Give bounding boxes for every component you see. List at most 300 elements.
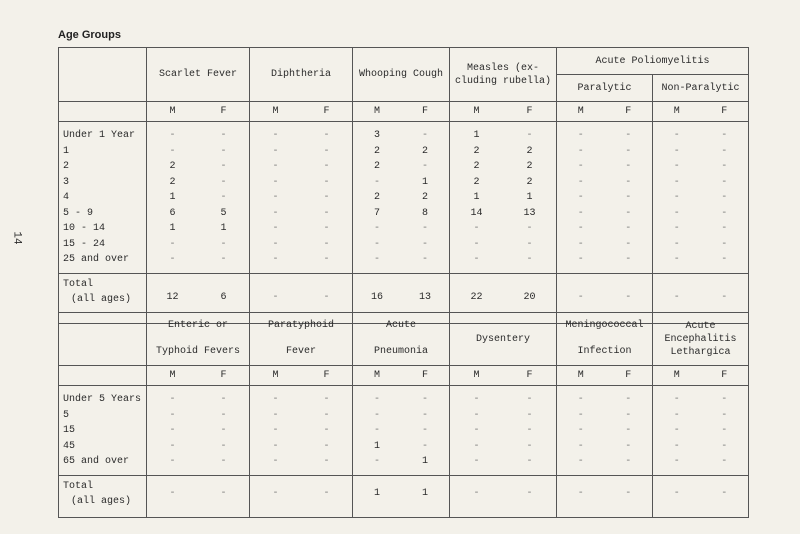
header-meningococcal bbox=[557, 313, 653, 366]
age-group-label: 2 bbox=[63, 161, 70, 172]
sex-pair bbox=[653, 370, 748, 381]
data-row bbox=[250, 392, 352, 408]
value-male: 1 bbox=[473, 130, 480, 141]
value-female: - bbox=[421, 223, 428, 234]
sex-row-label bbox=[59, 366, 147, 386]
value-female: - bbox=[721, 238, 728, 250]
data-row bbox=[147, 408, 249, 424]
value-female: - bbox=[625, 409, 632, 421]
sex-pair bbox=[250, 106, 352, 117]
data-row bbox=[557, 439, 652, 455]
age-group-label: 3 bbox=[63, 176, 70, 188]
data-row bbox=[250, 454, 352, 470]
total-female: - bbox=[526, 487, 533, 499]
sex-header-cell bbox=[653, 366, 749, 386]
male-header: M bbox=[373, 370, 380, 381]
data-row bbox=[250, 439, 352, 455]
header-line: Enteric or bbox=[167, 320, 228, 331]
value-female: - bbox=[220, 145, 227, 157]
value-male: - bbox=[272, 394, 279, 405]
sex-header-cell bbox=[250, 366, 353, 386]
data-row bbox=[353, 144, 449, 160]
female-header: F bbox=[220, 106, 227, 117]
value-female: - bbox=[625, 145, 632, 157]
data-row bbox=[250, 206, 352, 222]
male-header: M bbox=[673, 370, 680, 381]
data-row bbox=[557, 221, 652, 237]
value-female: - bbox=[721, 254, 728, 265]
data-column bbox=[450, 122, 557, 274]
sex-header-cell bbox=[353, 102, 450, 122]
data-row bbox=[557, 237, 652, 253]
male-header: M bbox=[577, 106, 584, 117]
total-label-line: (all ages) bbox=[71, 294, 132, 305]
value-female: 1 bbox=[421, 456, 428, 467]
value-male: 1 bbox=[473, 192, 480, 203]
value-female: - bbox=[526, 425, 533, 436]
data-column bbox=[557, 386, 653, 476]
age-groups-column bbox=[59, 122, 147, 274]
data-row bbox=[653, 439, 748, 455]
total-male: 16 bbox=[370, 291, 383, 303]
data-row bbox=[250, 128, 352, 144]
data-row bbox=[353, 408, 449, 424]
value-male: - bbox=[673, 223, 680, 234]
value-female: - bbox=[625, 192, 632, 203]
value-female: - bbox=[625, 238, 632, 250]
value-female: - bbox=[421, 440, 428, 452]
value-female: - bbox=[721, 207, 728, 219]
value-female: - bbox=[323, 161, 330, 172]
value-female: - bbox=[421, 238, 428, 250]
data-column bbox=[250, 386, 353, 476]
data-row bbox=[353, 252, 449, 268]
total-female: - bbox=[625, 291, 632, 303]
header-paratyphoid bbox=[250, 313, 353, 366]
sex-header-cell bbox=[147, 102, 250, 122]
value-male: - bbox=[169, 145, 176, 157]
data-row bbox=[353, 190, 449, 206]
value-female: - bbox=[721, 192, 728, 203]
value-male: - bbox=[272, 130, 279, 141]
value-male: - bbox=[272, 456, 279, 467]
total-male: - bbox=[272, 291, 279, 303]
value-male: 6 bbox=[169, 207, 176, 219]
value-male: - bbox=[373, 238, 380, 250]
value-male: - bbox=[473, 440, 480, 452]
value-female: - bbox=[625, 207, 632, 219]
total-male: - bbox=[272, 487, 279, 499]
age-group-label: Under 1 Year bbox=[63, 130, 136, 141]
value-male: - bbox=[169, 238, 176, 250]
value-male: - bbox=[272, 425, 279, 436]
value-male: - bbox=[577, 192, 584, 203]
value-male: - bbox=[373, 425, 380, 436]
value-male: 2 bbox=[373, 161, 380, 172]
page-title: Age Groups bbox=[58, 29, 121, 41]
data-row bbox=[353, 237, 449, 253]
male-header: M bbox=[272, 370, 279, 381]
notifications-table-1 bbox=[58, 47, 749, 324]
total-female: 20 bbox=[523, 291, 536, 303]
value-male: 1 bbox=[373, 440, 380, 452]
data-row bbox=[147, 439, 249, 455]
data-row bbox=[450, 439, 556, 455]
data-row bbox=[450, 175, 556, 191]
value-male: - bbox=[169, 394, 176, 405]
value-male: - bbox=[473, 254, 480, 265]
sex-header-cell bbox=[353, 366, 450, 386]
notifications-table-2 bbox=[58, 312, 749, 518]
value-male: - bbox=[272, 223, 279, 234]
data-column bbox=[250, 122, 353, 274]
value-female: - bbox=[721, 176, 728, 188]
value-male: - bbox=[577, 440, 584, 452]
value-male: - bbox=[169, 130, 176, 141]
value-male: - bbox=[577, 130, 584, 141]
value-female: 1 bbox=[526, 192, 533, 203]
sex-pair bbox=[353, 106, 449, 117]
value-female: - bbox=[421, 394, 428, 405]
value-male: - bbox=[577, 161, 584, 172]
value-female: - bbox=[323, 176, 330, 188]
sex-header-cell bbox=[653, 102, 749, 122]
age-group-label: 15 - 24 bbox=[63, 238, 106, 250]
female-header: F bbox=[323, 106, 330, 117]
total-cell bbox=[450, 475, 557, 517]
value-female: 1 bbox=[421, 176, 428, 188]
value-female: - bbox=[526, 440, 533, 452]
value-male: - bbox=[272, 176, 279, 188]
data-row bbox=[653, 221, 748, 237]
male-header: M bbox=[272, 106, 279, 117]
value-female: 2 bbox=[526, 145, 533, 157]
female-header: F bbox=[323, 370, 330, 381]
data-column bbox=[147, 386, 250, 476]
value-female: - bbox=[625, 161, 632, 172]
value-female: - bbox=[625, 176, 632, 188]
value-female: - bbox=[625, 425, 632, 436]
value-male: 1 bbox=[169, 223, 176, 234]
value-female: 2 bbox=[421, 145, 428, 157]
value-male: 14 bbox=[470, 207, 483, 219]
data-row bbox=[557, 252, 652, 268]
value-female: - bbox=[220, 238, 227, 250]
value-male: - bbox=[673, 161, 680, 172]
value-female: - bbox=[323, 192, 330, 203]
female-header: F bbox=[721, 370, 728, 381]
value-male: - bbox=[473, 456, 480, 467]
age-group-label: 5 - 9 bbox=[63, 207, 94, 219]
value-female: - bbox=[323, 130, 330, 141]
value-male: - bbox=[577, 254, 584, 265]
total-male: 22 bbox=[470, 291, 483, 303]
value-male: - bbox=[577, 238, 584, 250]
total-label bbox=[59, 475, 147, 517]
total-cell bbox=[653, 475, 749, 517]
value-female: 8 bbox=[421, 207, 428, 219]
sex-pair bbox=[450, 106, 556, 117]
data-row bbox=[353, 454, 449, 470]
data-row bbox=[450, 423, 556, 439]
total-cell bbox=[353, 475, 450, 517]
header-line: Fever bbox=[285, 346, 316, 357]
value-male: - bbox=[577, 456, 584, 467]
header-line: Dysentery bbox=[475, 333, 530, 345]
value-female: - bbox=[721, 161, 728, 172]
total-female: - bbox=[625, 487, 632, 499]
data-column bbox=[147, 122, 250, 274]
value-female: - bbox=[721, 440, 728, 452]
header-measles: Measles (ex-cluding rubella) bbox=[450, 48, 557, 102]
value-female: - bbox=[323, 394, 330, 405]
total-cell bbox=[557, 475, 653, 517]
total-female: 6 bbox=[220, 291, 227, 303]
data-row bbox=[557, 392, 652, 408]
data-row bbox=[653, 206, 748, 222]
value-female: - bbox=[323, 145, 330, 157]
value-male: - bbox=[673, 254, 680, 265]
header-line: Typhoid Fevers bbox=[155, 346, 240, 357]
value-female: - bbox=[625, 394, 632, 405]
value-female: - bbox=[323, 223, 330, 234]
data-row bbox=[353, 439, 449, 455]
value-male: 2 bbox=[169, 176, 176, 188]
value-male: 2 bbox=[473, 161, 480, 172]
value-female: - bbox=[323, 207, 330, 219]
total-male: - bbox=[673, 291, 680, 303]
value-female: - bbox=[526, 254, 533, 265]
value-female: - bbox=[220, 192, 227, 203]
header-dysentery bbox=[450, 313, 557, 366]
value-male: - bbox=[473, 223, 480, 234]
female-header: F bbox=[526, 106, 533, 117]
value-female: - bbox=[526, 409, 533, 421]
value-female: - bbox=[625, 130, 632, 141]
value-female: - bbox=[220, 409, 227, 421]
header-line: Encephalitis bbox=[664, 333, 737, 345]
value-male: 2 bbox=[373, 192, 380, 203]
header-line: Meningococcal bbox=[565, 320, 644, 331]
total-label-line: (all ages) bbox=[71, 496, 132, 507]
total-pair bbox=[450, 488, 556, 499]
total-female: 13 bbox=[418, 291, 431, 303]
value-female: - bbox=[625, 440, 632, 452]
data-row bbox=[147, 392, 249, 408]
value-male: - bbox=[673, 130, 680, 141]
data-column bbox=[653, 122, 749, 274]
value-female: - bbox=[323, 254, 330, 265]
value-male: - bbox=[373, 176, 380, 188]
data-row bbox=[557, 175, 652, 191]
value-female: - bbox=[220, 130, 227, 141]
header-scarlet-fever: Scarlet Fever bbox=[147, 48, 250, 102]
data-row bbox=[250, 423, 352, 439]
value-male: - bbox=[673, 440, 680, 452]
value-female: 13 bbox=[523, 207, 536, 219]
male-header: M bbox=[473, 370, 480, 381]
female-header: F bbox=[220, 370, 227, 381]
total-pair bbox=[250, 292, 352, 303]
sex-pair bbox=[250, 370, 352, 381]
female-header: F bbox=[625, 370, 632, 381]
value-female: - bbox=[421, 409, 428, 421]
sex-pair bbox=[557, 370, 652, 381]
total-pair bbox=[557, 488, 652, 499]
male-header: M bbox=[169, 370, 176, 381]
data-row bbox=[450, 237, 556, 253]
data-row bbox=[147, 206, 249, 222]
total-pair bbox=[450, 292, 556, 303]
value-male: - bbox=[169, 254, 176, 265]
value-female: - bbox=[721, 409, 728, 421]
data-row bbox=[450, 128, 556, 144]
value-male: - bbox=[673, 238, 680, 250]
total-male: - bbox=[673, 487, 680, 499]
data-row bbox=[653, 190, 748, 206]
data-row bbox=[557, 408, 652, 424]
value-male: - bbox=[577, 176, 584, 188]
sex-header-cell bbox=[250, 102, 353, 122]
value-female: - bbox=[323, 425, 330, 436]
value-male: 7 bbox=[373, 207, 380, 219]
value-male: - bbox=[473, 425, 480, 436]
value-female: - bbox=[220, 176, 227, 188]
data-row bbox=[250, 175, 352, 191]
total-female: - bbox=[323, 487, 330, 499]
value-female: - bbox=[323, 238, 330, 250]
value-male: - bbox=[673, 425, 680, 436]
age-group-label: 10 - 14 bbox=[63, 223, 106, 234]
value-male: - bbox=[577, 425, 584, 436]
header-enteric-typhoid bbox=[147, 313, 250, 366]
data-row bbox=[147, 175, 249, 191]
value-male: - bbox=[169, 409, 176, 421]
data-row bbox=[353, 423, 449, 439]
value-male: - bbox=[169, 440, 176, 452]
data-row bbox=[250, 237, 352, 253]
data-row bbox=[653, 128, 748, 144]
value-male: - bbox=[373, 223, 380, 234]
value-male: 2 bbox=[169, 161, 176, 172]
female-header: F bbox=[721, 106, 728, 117]
value-male: 2 bbox=[373, 145, 380, 157]
value-male: - bbox=[473, 409, 480, 421]
header-line: Acute bbox=[385, 320, 416, 331]
value-female: - bbox=[721, 456, 728, 467]
data-row bbox=[353, 392, 449, 408]
value-female: - bbox=[323, 409, 330, 421]
data-row bbox=[557, 190, 652, 206]
page-number: 14 bbox=[10, 231, 23, 245]
value-female: - bbox=[526, 130, 533, 141]
value-male: - bbox=[673, 394, 680, 405]
value-male: - bbox=[673, 145, 680, 157]
data-row bbox=[147, 221, 249, 237]
value-male: - bbox=[272, 192, 279, 203]
header-non-paralytic: Non-Paralytic bbox=[653, 75, 749, 102]
total-female: - bbox=[721, 291, 728, 303]
data-row bbox=[353, 175, 449, 191]
header-whooping-cough: Whooping Cough bbox=[353, 48, 450, 102]
sex-header-cell bbox=[450, 366, 557, 386]
data-row bbox=[557, 423, 652, 439]
value-female: - bbox=[526, 456, 533, 467]
value-male: - bbox=[272, 207, 279, 219]
data-row bbox=[557, 159, 652, 175]
sex-header-cell bbox=[450, 102, 557, 122]
value-female: 1 bbox=[220, 223, 227, 234]
header-line: Paratyphoid bbox=[267, 320, 334, 331]
sex-pair bbox=[450, 370, 556, 381]
data-row bbox=[557, 128, 652, 144]
value-male: - bbox=[272, 161, 279, 172]
data-row bbox=[653, 237, 748, 253]
data-row bbox=[653, 423, 748, 439]
value-female: - bbox=[220, 440, 227, 452]
value-male: - bbox=[272, 238, 279, 250]
total-pair bbox=[653, 292, 748, 303]
male-header: M bbox=[673, 106, 680, 117]
value-female: - bbox=[721, 223, 728, 234]
value-female: - bbox=[526, 394, 533, 405]
female-header: F bbox=[421, 370, 428, 381]
data-row bbox=[250, 159, 352, 175]
total-cell bbox=[147, 475, 250, 517]
data-row bbox=[450, 159, 556, 175]
value-female: - bbox=[220, 456, 227, 467]
value-female: - bbox=[625, 223, 632, 234]
total-pair bbox=[353, 292, 449, 303]
data-row bbox=[653, 408, 748, 424]
total-female: - bbox=[323, 291, 330, 303]
value-male: 2 bbox=[473, 145, 480, 157]
value-female: - bbox=[323, 440, 330, 452]
value-female: 2 bbox=[526, 161, 533, 172]
data-row bbox=[250, 144, 352, 160]
header-acute-pneumonia bbox=[353, 313, 450, 366]
data-row bbox=[557, 454, 652, 470]
total-pair bbox=[353, 488, 449, 499]
data-column bbox=[353, 122, 450, 274]
value-male: - bbox=[272, 254, 279, 265]
sex-pair bbox=[147, 106, 249, 117]
value-male: 1 bbox=[169, 192, 176, 203]
value-male: - bbox=[272, 145, 279, 157]
age-group-label: 65 and over bbox=[63, 456, 130, 467]
value-male: - bbox=[272, 409, 279, 421]
total-pair bbox=[250, 488, 352, 499]
male-header: M bbox=[473, 106, 480, 117]
female-header: F bbox=[421, 106, 428, 117]
value-male: - bbox=[673, 456, 680, 467]
data-row bbox=[353, 206, 449, 222]
value-female: - bbox=[721, 394, 728, 405]
total-male: 12 bbox=[166, 291, 179, 303]
data-row bbox=[450, 144, 556, 160]
sex-row-label bbox=[59, 102, 147, 122]
data-row bbox=[250, 190, 352, 206]
value-female: - bbox=[421, 161, 428, 172]
value-female: - bbox=[625, 456, 632, 467]
total-label-line: Total bbox=[63, 480, 94, 492]
value-male: - bbox=[577, 145, 584, 157]
data-row bbox=[653, 392, 748, 408]
value-male: - bbox=[577, 223, 584, 234]
value-female: - bbox=[526, 223, 533, 234]
value-male: 3 bbox=[373, 130, 380, 141]
data-row bbox=[450, 221, 556, 237]
